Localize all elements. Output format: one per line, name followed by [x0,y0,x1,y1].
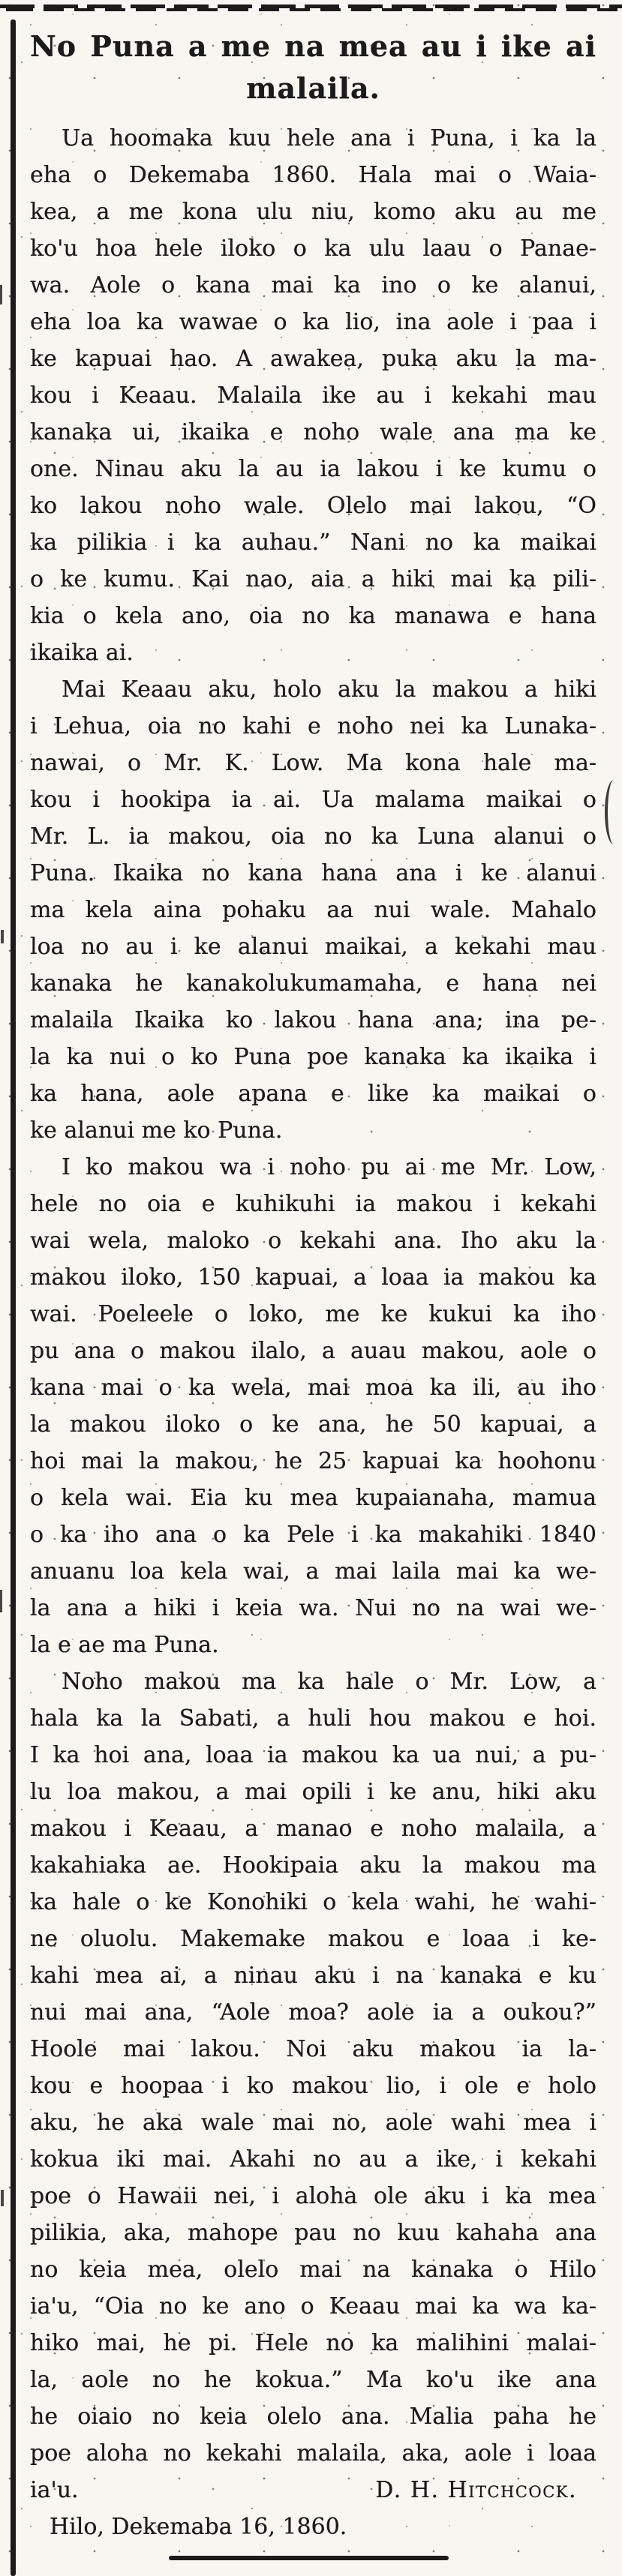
text-line: makou iloko, 150 kapuai, a loaa ia makou ka [30,1264,596,1291]
text-line: la ka nui o ko Puna poe kanaka ka ikaika i [30,1044,596,1070]
text-line: kou i hookipa ia ai. Ua malama maikai o [30,787,596,813]
right-edge-scan-artifact [605,780,620,844]
text-line: poe aloha no kekahi malaila, aka, aole i loaa [30,2440,596,2467]
text-line: eha o Dekemaba 1860. Hala mai o Waia- [30,162,596,188]
text-line: hala ka la Sabati, a huli hou makou e hoi. [30,1705,596,1732]
text-line: pilikia, aka, mahope pau no kuu kahaha ana [30,2220,596,2246]
text-line: kokua iki mai. Akahi no au a ike, i kekahi [30,2146,596,2173]
text-line: makou i Keaau, a manao e noho malaila, a [30,1816,596,1842]
bottom-divider-rule [169,2556,449,2560]
article-title [30,25,596,109]
title-line: No Puna a me na mea au i ike ai [30,29,596,63]
text-line: hiko mai, he pi. Hele no ka malihini malai- [30,2330,596,2356]
text-line: eha loa ka wawae o ka lio, ina aole i paa i [30,309,596,335]
text-line: I ko makou wa i noho pu ai me Mr. Low, [62,1154,596,1180]
text-line: Ua hoomaka kuu hele ana i Puna, i ka la [62,125,596,151]
text-line: anuanu loa kela wai, a mai laila mai ka we- [30,1558,596,1585]
text-line: ka hale o ke Konohiki o kela wahi, he wahi- [30,1889,596,1915]
text-line: hoi mai la makou, he 25 kapuai ka hoohonu [30,1448,596,1474]
author-name: D. H. Hitchcock. [375,2477,577,2503]
text-line: ko lakou noho wale. Olelo mai lakou, “O [30,493,596,519]
text-line: ka pilikia i ka auhau.” Nani no ka maikai [30,529,596,556]
signature-line [30,2472,596,2509]
text-line: malaila Ikaika ko lakou hana ana; ina pe- [30,1007,596,1033]
text-line: hele no oia e kuhikuhi ia makou i kekahi [30,1191,596,1217]
paragraph [30,671,596,1149]
text-line: aku, he aka wale mai no, aole wahi mea i [30,2110,596,2136]
text-line: poe o Hawaii nei, i aloha ole aku i ka mea [30,2183,596,2209]
text-line: nui mai ana, “Aole moa? aole ia a oukou?” [30,1999,596,2026]
article [30,25,596,2545]
text-line: la, aole no he kokua.” Ma ko'u ike ana [30,2367,596,2393]
text-line: Mr. L. ia makou, oia no ka Luna alanui o [30,823,596,850]
text-line: nawai, o Mr. K. Low. Ma kona hale ma- [30,750,596,776]
text-line: Noho makou ma ka hale o Mr. Low, a [62,1669,596,1695]
text-line: wa. Aole o kana mai ka ino o ke alanui, [30,272,596,298]
text-line: ma kela aina pohaku aa nui wale. Mahalo [30,897,596,923]
text-line: ka hana, aole apana e like ka maikai o [30,1081,596,1107]
text-line: wai wela, maloko o kekahi ana. Iho aku la [30,1228,596,1254]
signature-leadin: ia'u. [30,2477,79,2503]
text-line: Puna. Ikaika no kana hana ana i ke alanui [30,860,596,886]
text-line: la makou iloko o ke ana, he 50 kapuai, a [30,1411,596,1438]
text-line: kanaka he kanakolukumamaha, e hana nei [30,970,596,997]
text-line: Hoole mai lakou. Noi aku makou ia la- [30,2036,596,2062]
paragraph [30,1663,596,2472]
text-line: kanaka ui, ikaika e noho wale ana ma ke [30,419,596,445]
text-line: o ka iho ana o ka Pele i ka makahiki 1840 [30,1522,596,1548]
paragraph [30,120,596,671]
text-line: wai. Poeleele o loko, me ke kukui ka iho [30,1301,596,1327]
text-line: I ka hoi ana, loaa ia makou ka ua nui, a pu- [30,1742,596,1768]
text-line: kea, a me kona ulu niu, komo aku au me [30,199,596,225]
text-line: ko'u hoa hele iloko o ka ulu laau o Panae- [30,235,596,262]
dateline: Hilo, Dekemaba 16, 1860. [50,2514,347,2540]
paragraph [30,1149,596,1663]
text-line: ia'u, “Oia no ke ano o Keaau mai ka wa ka- [30,2293,596,2320]
text-line: lu loa makou, a mai opili i ke anu, hiki aku [30,1779,596,1805]
text-line: la e ae ma Puna. [30,1632,219,1658]
text-line: loa no au i ke alanui maikai, a kekahi mau [30,934,596,960]
text-line: ne oluolu. Makemake makou e loaa i ke- [30,1926,596,1952]
text-line: kahi mea ai, a ninau aku i na kanaka e ku [30,1963,596,1989]
text-line: pu ana o makou ilalo, a auau makou, aole o [30,1338,596,1364]
text-line: he oiaio no keia olelo ana. Malia paha he [30,2404,596,2430]
text-line: ke alanui me ko Puna. [30,1117,283,1144]
text-line: kou i Keaau. Malaila ike au i kekahi mau [30,382,596,409]
text-line: o kela wai. Eia ku mea kupaianaha, mamua [30,1485,596,1511]
text-line: i Lehua, oia no kahi e noho nei ka Lunaka- [30,713,596,739]
text-line: kia o kela ano, oia no ka manawa e hana [30,603,596,629]
text-line: no keia mea, olelo mai na kanaka o Hilo [30,2257,596,2283]
text-line: kana mai o ka wela, mai moa ka ili, au iho [30,1375,596,1401]
text-line: la ana a hiki i keia wa. Nui no na wai we- [30,1595,596,1621]
article-body [30,120,596,2472]
text-line: o ke kumu. Kai nao, aia a hiki mai ka pili- [30,566,596,592]
left-edge-scan-artifacts [0,0,4,2576]
text-line: one. Ninau aku la au ia lakou i ke kumu o [30,456,596,482]
text-line: kakahiaka ae. Hookipaia aku la makou ma [30,1852,596,1879]
left-column-rule [11,19,16,2576]
top-border-rule [0,4,622,12]
title-line: malaila. [246,71,380,105]
text-line: Mai Keaau aku, holo aku la makou a hiki [62,676,596,703]
text-line: ikaika ai. [30,640,134,666]
text-line: ke kapuai hao. A awakea, puka aku la ma- [30,346,596,372]
text-line: kou e hoopaa i ko makou lio, i ole e holo [30,2073,596,2099]
